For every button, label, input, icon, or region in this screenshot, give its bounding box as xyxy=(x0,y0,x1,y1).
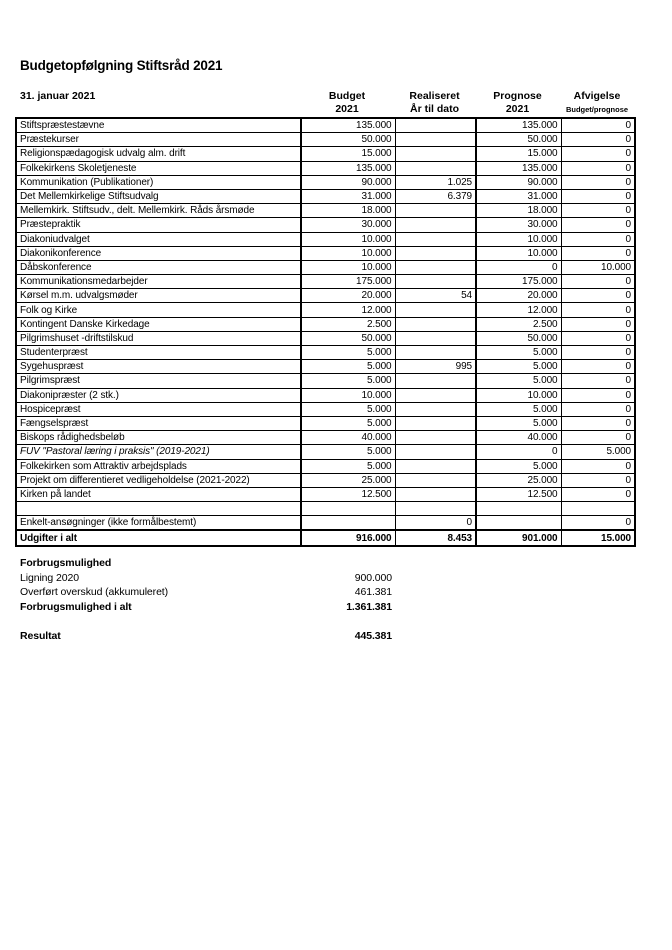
cell-prognose: 20.000 xyxy=(476,289,561,303)
cell-realiseret: 1.025 xyxy=(395,175,476,189)
summary-value: 900.000 xyxy=(354,571,392,584)
table-row xyxy=(16,246,635,260)
table-row xyxy=(16,118,635,133)
summary-row xyxy=(20,614,392,629)
summary-row xyxy=(20,585,392,600)
summary-value: 445.381 xyxy=(354,629,392,642)
cell-budget: 40.000 xyxy=(301,431,395,445)
cell-realiseret: 6.379 xyxy=(395,189,476,203)
column-header-line2: 2021 xyxy=(335,103,359,115)
cell-realiseret xyxy=(395,445,476,459)
cell-label: Enkelt-ansøgninger (ikke formålbestemt) xyxy=(16,516,301,531)
column-header-line2: Budget/prognose xyxy=(565,105,629,114)
cell-realiseret xyxy=(395,346,476,360)
column-header-realiseret xyxy=(394,90,475,116)
cell-label: Fængselspræst xyxy=(16,416,301,430)
cell-prognose: 30.000 xyxy=(476,218,561,232)
cell-prognose: 12.500 xyxy=(476,487,561,501)
table-row xyxy=(16,175,635,189)
table-row xyxy=(16,218,635,232)
table-row xyxy=(16,487,635,501)
cell-realiseret xyxy=(395,118,476,133)
cell-realiseret xyxy=(395,161,476,175)
table-row xyxy=(16,133,635,147)
cell-label: Diakonipræster (2 stk.) xyxy=(16,388,301,402)
table-row xyxy=(16,402,635,416)
column-header-line1: Realiseret xyxy=(409,90,460,102)
cell-prognose: 90.000 xyxy=(476,175,561,189)
cell-realiseret xyxy=(395,487,476,501)
column-header-line1: Prognose xyxy=(493,90,542,102)
cell-afvigelse xyxy=(561,502,635,516)
cell-budget: 5.000 xyxy=(301,416,395,430)
table-row xyxy=(16,360,635,374)
cell-prognose: 5.000 xyxy=(476,346,561,360)
cell-budget: 50.000 xyxy=(301,133,395,147)
table-row xyxy=(16,530,635,545)
cell-afvigelse: 0 xyxy=(561,416,635,430)
cell-prognose: 175.000 xyxy=(476,275,561,289)
cell-budget: 175.000 xyxy=(301,275,395,289)
cell-prognose: 5.000 xyxy=(476,402,561,416)
cell-afvigelse: 0 xyxy=(561,133,635,147)
cell-afvigelse: 0 xyxy=(561,218,635,232)
cell-afvigelse: 0 xyxy=(561,161,635,175)
table-row xyxy=(16,431,635,445)
cell-afvigelse: 0 xyxy=(561,487,635,501)
column-header-prognose xyxy=(475,90,560,116)
summary-label: Forbrugsmulighed xyxy=(20,557,112,569)
table-row xyxy=(16,346,635,360)
summary-row xyxy=(20,571,392,586)
cell-afvigelse: 0 xyxy=(561,303,635,317)
cell-realiseret: 0 xyxy=(395,516,476,531)
table-row xyxy=(16,260,635,274)
table-row xyxy=(16,317,635,331)
cell-label: Studenterpræst xyxy=(16,346,301,360)
cell-budget: 5.000 xyxy=(301,360,395,374)
cell-label: Projekt om differentieret vedligeholdelse (2021-2022) xyxy=(16,473,301,487)
cell-label: Hospicepræst xyxy=(16,402,301,416)
cell-prognose: 50.000 xyxy=(476,133,561,147)
cell-label: Kirken på landet xyxy=(16,487,301,501)
column-header-budget xyxy=(300,90,394,116)
cell-budget: 2.500 xyxy=(301,317,395,331)
cell-label: Dåbskonference xyxy=(16,260,301,274)
summary-row xyxy=(20,600,392,615)
cell-budget: 18.000 xyxy=(301,204,395,218)
cell-afvigelse: 0 xyxy=(561,232,635,246)
cell-prognose: 18.000 xyxy=(476,204,561,218)
cell-realiseret xyxy=(395,331,476,345)
cell-label: FUV "Pastoral læring i praksis" (2019-2021) xyxy=(16,445,301,459)
summary-section xyxy=(20,556,392,644)
cell-label: Pilgrimspræst xyxy=(16,374,301,388)
cell-realiseret xyxy=(395,303,476,317)
column-header-line2: 2021 xyxy=(505,103,530,115)
cell-realiseret xyxy=(395,317,476,331)
cell-budget: 5.000 xyxy=(301,374,395,388)
cell-realiseret xyxy=(395,431,476,445)
cell-label: Diakoniudvalget xyxy=(16,232,301,246)
cell-realiseret: 8.453 xyxy=(395,530,476,545)
cell-prognose: 10.000 xyxy=(476,232,561,246)
cell-realiseret: 54 xyxy=(395,289,476,303)
cell-afvigelse: 0 xyxy=(561,402,635,416)
cell-realiseret xyxy=(395,388,476,402)
cell-prognose: 50.000 xyxy=(476,331,561,345)
column-header-line2: År til dato xyxy=(410,103,459,115)
cell-realiseret xyxy=(395,232,476,246)
table-row xyxy=(16,303,635,317)
cell-label: Pilgrimshuset -driftstilskud xyxy=(16,331,301,345)
cell-afvigelse: 0 xyxy=(561,118,635,133)
cell-budget: 10.000 xyxy=(301,388,395,402)
cell-afvigelse: 0 xyxy=(561,388,635,402)
cell-prognose: 0 xyxy=(476,260,561,274)
cell-afvigelse: 0 xyxy=(561,246,635,260)
cell-realiseret xyxy=(395,502,476,516)
cell-prognose: 5.000 xyxy=(476,374,561,388)
page-title: Budgetopfølgning Stiftsråd 2021 xyxy=(20,58,223,73)
cell-prognose: 31.000 xyxy=(476,189,561,203)
cell-label: Folk og Kirke xyxy=(16,303,301,317)
budget-table-body xyxy=(16,118,635,546)
table-row xyxy=(16,374,635,388)
cell-afvigelse: 0 xyxy=(561,459,635,473)
cell-budget: 15.000 xyxy=(301,147,395,161)
cell-afvigelse: 0 xyxy=(561,317,635,331)
cell-prognose: 5.000 xyxy=(476,459,561,473)
cell-realiseret xyxy=(395,133,476,147)
cell-realiseret xyxy=(395,275,476,289)
table-row xyxy=(16,473,635,487)
report-date: 31. januar 2021 xyxy=(20,90,96,102)
cell-label: Biskops rådighedsbeløb xyxy=(16,431,301,445)
cell-realiseret xyxy=(395,416,476,430)
table-row xyxy=(16,275,635,289)
cell-afvigelse: 0 xyxy=(561,275,635,289)
table-row xyxy=(16,416,635,430)
cell-label: Kontingent Danske Kirkedage xyxy=(16,317,301,331)
cell-afvigelse: 0 xyxy=(561,331,635,345)
cell-prognose: 135.000 xyxy=(476,118,561,133)
column-header-afvigelse xyxy=(560,90,634,116)
table-row xyxy=(16,331,635,345)
table-row xyxy=(16,388,635,402)
cell-afvigelse: 0 xyxy=(561,147,635,161)
table-row xyxy=(16,232,635,246)
cell-label: Kommunikationsmedarbejder xyxy=(16,275,301,289)
table-row xyxy=(16,147,635,161)
summary-label: Overført overskud (akkumuleret) xyxy=(20,586,169,599)
cell-prognose xyxy=(476,516,561,531)
cell-afvigelse: 0 xyxy=(561,360,635,374)
cell-budget: 90.000 xyxy=(301,175,395,189)
cell-budget: 135.000 xyxy=(301,118,395,133)
cell-prognose: 10.000 xyxy=(476,246,561,260)
cell-afvigelse: 10.000 xyxy=(561,260,635,274)
cell-label: Diakonikonference xyxy=(16,246,301,260)
column-header-line1: Budget xyxy=(328,90,366,102)
cell-budget: 12.000 xyxy=(301,303,395,317)
cell-afvigelse: 0 xyxy=(561,374,635,388)
cell-prognose: 25.000 xyxy=(476,473,561,487)
summary-label: Forbrugsmulighed i alt xyxy=(20,600,132,613)
summary-value: 461.381 xyxy=(354,586,392,599)
cell-realiseret xyxy=(395,459,476,473)
cell-afvigelse: 0 xyxy=(561,431,635,445)
cell-label: Folkekirkens Skoletjeneste xyxy=(16,161,301,175)
cell-label: Stiftspræstestævne xyxy=(16,118,301,133)
cell-realiseret xyxy=(395,147,476,161)
cell-realiseret xyxy=(395,473,476,487)
cell-afvigelse: 0 xyxy=(561,346,635,360)
cell-prognose xyxy=(476,502,561,516)
cell-label xyxy=(16,502,301,516)
cell-realiseret: 995 xyxy=(395,360,476,374)
summary-label: Resultat xyxy=(20,629,61,642)
table-row xyxy=(16,516,635,531)
cell-prognose: 901.000 xyxy=(476,530,561,545)
cell-budget: 10.000 xyxy=(301,246,395,260)
cell-afvigelse: 0 xyxy=(561,473,635,487)
table-row xyxy=(16,445,635,459)
cell-budget xyxy=(301,516,395,531)
cell-budget: 20.000 xyxy=(301,289,395,303)
cell-realiseret xyxy=(395,374,476,388)
cell-prognose: 15.000 xyxy=(476,147,561,161)
cell-realiseret xyxy=(395,204,476,218)
cell-afvigelse: 5.000 xyxy=(561,445,635,459)
table-row xyxy=(16,204,635,218)
table-row xyxy=(16,459,635,473)
cell-prognose: 12.000 xyxy=(476,303,561,317)
cell-budget: 916.000 xyxy=(301,530,395,545)
cell-budget: 31.000 xyxy=(301,189,395,203)
cell-budget: 12.500 xyxy=(301,487,395,501)
cell-prognose: 135.000 xyxy=(476,161,561,175)
cell-budget: 5.000 xyxy=(301,445,395,459)
cell-prognose: 2.500 xyxy=(476,317,561,331)
cell-label: Udgifter i alt xyxy=(16,530,301,545)
column-header-line1: Afvigelse xyxy=(573,90,621,102)
budget-table xyxy=(15,117,636,547)
summary-value: 1.361.381 xyxy=(346,600,392,613)
cell-prognose: 5.000 xyxy=(476,360,561,374)
cell-realiseret xyxy=(395,246,476,260)
summary-row xyxy=(20,629,392,644)
cell-budget: 5.000 xyxy=(301,346,395,360)
cell-afvigelse: 0 xyxy=(561,289,635,303)
table-row xyxy=(16,289,635,303)
cell-budget: 5.000 xyxy=(301,402,395,416)
cell-budget: 10.000 xyxy=(301,260,395,274)
cell-prognose: 10.000 xyxy=(476,388,561,402)
cell-budget: 50.000 xyxy=(301,331,395,345)
summary-label: Ligning 2020 xyxy=(20,571,79,584)
summary-row xyxy=(20,556,392,571)
cell-prognose: 0 xyxy=(476,445,561,459)
cell-budget: 10.000 xyxy=(301,232,395,246)
cell-budget: 5.000 xyxy=(301,459,395,473)
cell-label: Religionspædagogisk udvalg alm. drift xyxy=(16,147,301,161)
cell-budget: 135.000 xyxy=(301,161,395,175)
cell-realiseret xyxy=(395,260,476,274)
cell-realiseret xyxy=(395,218,476,232)
cell-prognose: 40.000 xyxy=(476,431,561,445)
cell-afvigelse: 0 xyxy=(561,189,635,203)
table-row xyxy=(16,161,635,175)
table-row xyxy=(16,502,635,516)
cell-label: Sygehuspræst xyxy=(16,360,301,374)
table-row xyxy=(16,189,635,203)
cell-budget: 30.000 xyxy=(301,218,395,232)
cell-afvigelse: 0 xyxy=(561,516,635,531)
cell-label: Mellemkirk. Stiftsudv., delt. Mellemkirk. Råds årsmøde xyxy=(16,204,301,218)
cell-afvigelse: 15.000 xyxy=(561,530,635,545)
cell-label: Præstepraktik xyxy=(16,218,301,232)
cell-budget xyxy=(301,502,395,516)
cell-prognose: 5.000 xyxy=(476,416,561,430)
cell-afvigelse: 0 xyxy=(561,175,635,189)
cell-label: Præstekurser xyxy=(16,133,301,147)
cell-realiseret xyxy=(395,402,476,416)
cell-label: Kommunikation (Publikationer) xyxy=(16,175,301,189)
cell-afvigelse: 0 xyxy=(561,204,635,218)
cell-label: Det Mellemkirkelige Stiftsudvalg xyxy=(16,189,301,203)
cell-label: Kørsel m.m. udvalgsmøder xyxy=(16,289,301,303)
cell-label: Folkekirken som Attraktiv arbejdsplads xyxy=(16,459,301,473)
cell-budget: 25.000 xyxy=(301,473,395,487)
